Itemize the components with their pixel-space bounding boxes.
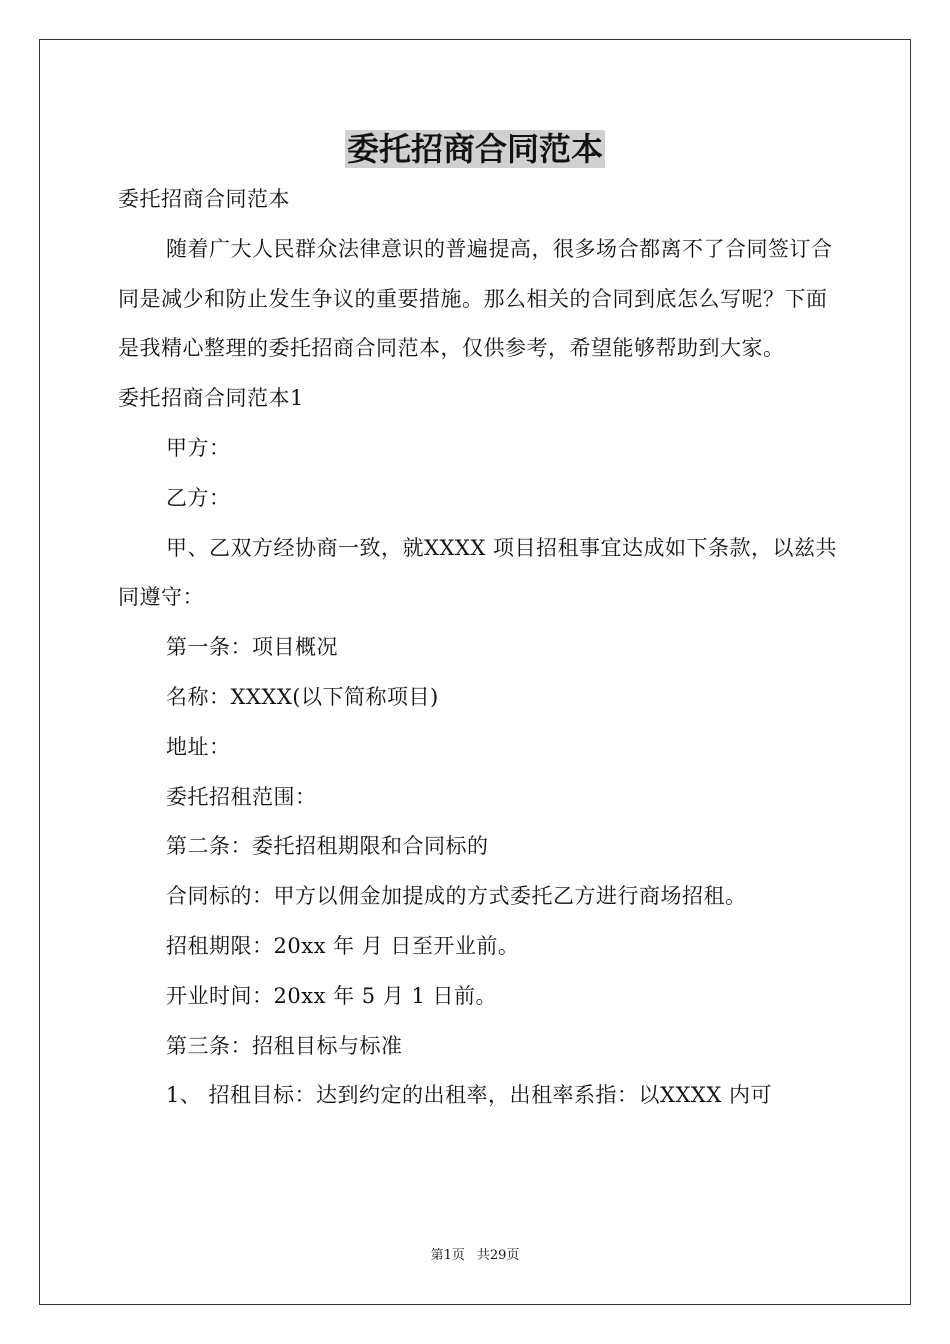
paragraph: 第三条：招租目标与标准 (166, 1033, 403, 1058)
document-title-text: 委托招商合同范本 (346, 130, 603, 168)
paragraph: 乙方： (166, 485, 231, 510)
paragraph: 甲、乙双方经协商一致，就XXXX 项目招租事宜达成如下条款，以兹共同遵守： (118, 535, 837, 610)
paragraph: 名称：XXXX(以下简称项目) (166, 684, 439, 709)
document-title (0, 124, 950, 174)
page-number: 第1页 (430, 1248, 465, 1263)
paragraph: 地址： (166, 734, 231, 759)
page-total: 共29页 (476, 1248, 520, 1263)
paragraph: 招租期限：20xx 年 月 日至开业前。 (166, 933, 520, 958)
paragraph: 合同标的：甲方以佣金加提成的方式委托乙方进行商场招租。 (166, 884, 747, 909)
paragraph: 第一条：项目概况 (166, 635, 338, 660)
page-footer (0, 1247, 950, 1265)
paragraph: 委托招租范围： (166, 784, 317, 809)
paragraph: 第二条：委托招租期限和合同标的 (166, 834, 489, 859)
document-body (118, 175, 838, 1121)
paragraph: 甲方： (166, 435, 231, 460)
paragraph: 随着广大人民群众法律意识的普遍提高，很多场合都离不了合同签订合同是减少和防止发生争议的重要措施。那么相关的合同到底怎么写呢？下面是我精心整理的委托招商合同范本，仅供参考，希望能够帮助到大家。 (118, 236, 833, 361)
paragraph: 开业时间：20xx 年 5 月 1 日前。 (166, 983, 498, 1008)
paragraph: 委托招商合同范本1 (118, 386, 304, 411)
paragraph: 委托招商合同范本 (118, 187, 290, 211)
paragraph: 1、 招租目标：达到约定的出租率，出租率系指：以XXXX 内可 (166, 1083, 773, 1108)
